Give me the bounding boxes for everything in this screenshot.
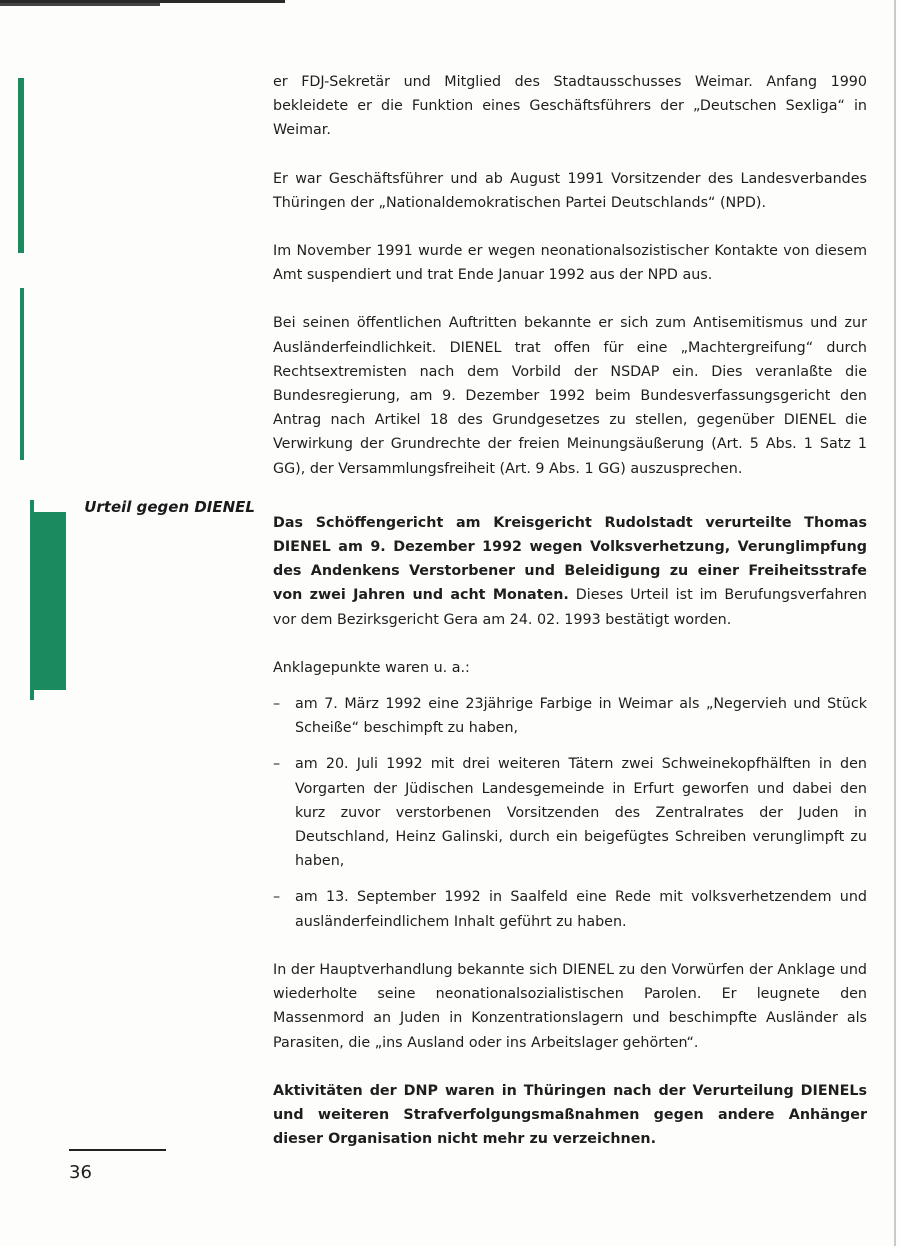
margin-marker-bar: [20, 288, 24, 460]
list-item-text: am 20. Juli 1992 mit drei weiteren Tätern zwei Schweinekopfhälften in den Vorgarten der Jüdischen Landesgemeinde in Erfurt geworfen und dabei den kurz zuvor verstorbenen Vorsitzenden des Zentralrates der Juden in Deutschland, Heinz Galinski, durch ein beigefügtes Schreiben verunglimpft zu haben,: [295, 756, 867, 870]
paragraph: er FDJ-Sekretär und Mitglied des Stadtausschusses Weimar. Anfang 1990 bekleidete er die Funktion eines Geschäftsführers der „Deutschen Sexliga“ in Weimar.: [273, 74, 867, 139]
dash-bullet: –: [273, 889, 281, 906]
paragraph: In der Hauptverhandlung bekannte sich DIENEL zu den Vorwürfen der Anklage und wiederholte seine neonationalsozialistischen Parolen. Er leugnete den Massenmord an Juden in Konzentrationslagern und beschimpfte Ausländer als Parasiten, die „ins Ausland oder ins Arbeitslager gehörten“.: [273, 961, 867, 1051]
closing-paragraph: Aktivitäten der DNP waren in Thüringen nach der Verurteilung DIENELs und weiteren Strafverfolgungsmaßnahmen gegen andere Anhänger dieser Organisation nicht mehr zu verzeichnen.: [273, 1082, 867, 1148]
charges-intro: Anklagepunkte waren u. a.:: [273, 659, 470, 676]
list-item-text: am 13. September 1992 in Saalfeld eine Rede mit volksverhetzendem und ausländerfeindlichem Inhalt geführt zu haben.: [295, 889, 867, 930]
list-item: [273, 752, 867, 873]
dash-bullet: –: [273, 756, 281, 773]
margin-marker-block: [30, 512, 66, 690]
page-top-edge-shadow: [0, 3, 160, 6]
paragraph: Im November 1991 wurde er wegen neonationalsozistischer Kontakte von diesem Amt suspendiert und trat Ende Januar 1992 aus der NPD aus.: [273, 243, 867, 284]
list-item: [273, 692, 867, 740]
document-body: [273, 70, 867, 1175]
verdict-text: Dieses Urteil ist im Berufungsverfahren vor dem Bezirksgericht Gera am 24. 02. 1993 bestätigt worden.: [273, 587, 867, 628]
page-right-edge: [894, 0, 896, 1246]
list-item-text: am 7. März 1992 eine 23jährige Farbige in Weimar als „Negervieh und Stück Scheiße“ beschimpft zu haben,: [295, 696, 867, 737]
paragraph: Er war Geschäftsführer und ab August 1991 Vorsitzender des Landesverbandes Thüringen der „Nationaldemokratischen Partei Deutschlands“ (NPD).: [273, 170, 867, 211]
verdict-bold-text: Das Schöffengericht am Kreisgericht Rudolstadt verurteilte Thomas DIENEL am 9. Dezember 1992 wegen Volksverhetzung, Verunglimpfung des Andenkens Verstorbener und Beleidigung zu einer Freiheitsstrafe von zwei Jahren und acht Monaten.: [273, 514, 867, 604]
footer-rule: [69, 1149, 166, 1151]
margin-heading: Urteil gegen DIENEL: [84, 498, 255, 516]
paragraph: Bei seinen öffentlichen Auftritten bekannte er sich zum Antisemitismus und zur Ausländerfeindlichkeit. DIENEL trat offen für eine „Machtergreifung“ durch Rechtsextremisten nach dem Vorbild der NSDAP ein. Dies veranlaßte die Bundesregierung, am 9. Dezember 1992 beim Bundesverfassungsgericht den Antrag nach Artikel 18 des Grundgesetzes zu stellen, gegenüber DIENEL die Verwirkung der Grundrechte der freien Meinungsäußerung (Art. 5 Abs. 1 Satz 1 GG), der Versammlungsfreiheit (Art. 9 Abs. 1 GG) auszusprechen.: [273, 315, 867, 477]
dash-bullet: –: [273, 696, 281, 713]
verdict-paragraph: [273, 511, 867, 632]
page-number: 36: [69, 1162, 92, 1183]
charges-list: [273, 692, 867, 934]
list-item: [273, 885, 867, 933]
margin-marker-bar: [18, 78, 24, 253]
